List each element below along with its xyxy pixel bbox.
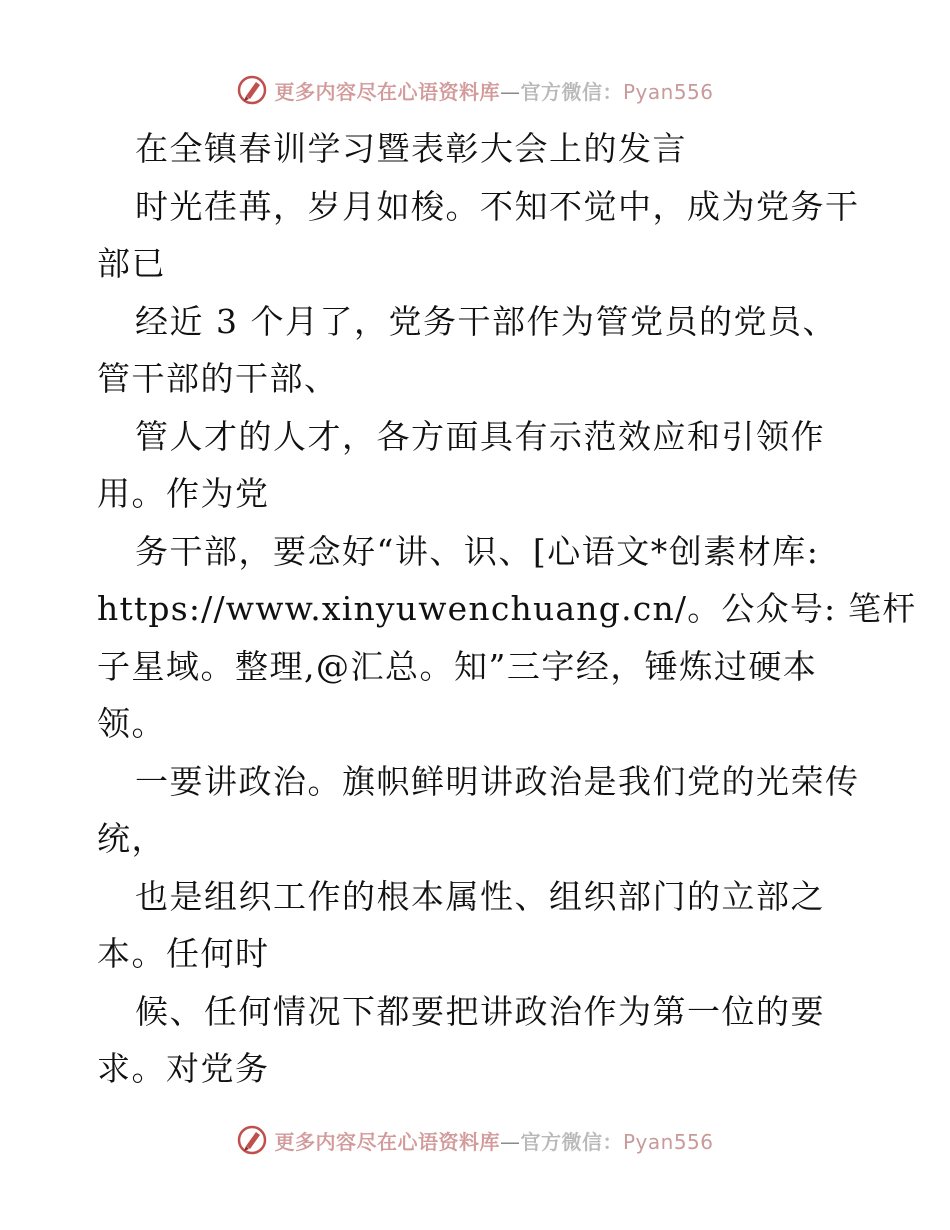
watermark-wechat-id: Pyan556 — [622, 1129, 714, 1154]
footer-watermark — [0, 1120, 950, 1160]
paragraph-line: 用。作为党 — [97, 474, 270, 513]
paragraph-line: 管干部的干部、 — [97, 359, 339, 398]
paragraph-line: 部已 — [97, 244, 166, 283]
watermark-dash: — — [499, 1129, 521, 1154]
paragraph-line: 务干部，要念好“讲、识、[心语文*创素材库: — [135, 531, 820, 571]
header-watermark — [0, 70, 950, 110]
paragraph-line: 候、任何情况下都要把讲政治作为第一位的要 — [135, 991, 825, 1031]
paragraph-line-url: https://www.xinyuwenchuang.cn/。公众号: 笔杆 — [97, 589, 917, 628]
pen-nib-logo-icon — [236, 74, 268, 106]
paragraph-line: 统， — [97, 819, 166, 858]
watermark-text — [274, 1126, 713, 1155]
document-body — [97, 120, 917, 1098]
paragraph-line: 子星域。整理,@汇总。知”三字经，锤炼过硬本 — [97, 646, 818, 686]
watermark-site-name: 更多内容尽在心语资料库 — [274, 79, 500, 104]
paragraph-line: 求。对党务 — [97, 1049, 270, 1088]
paragraph-line: 领。 — [97, 704, 166, 743]
watermark-site-name: 更多内容尽在心语资料库 — [274, 1129, 500, 1154]
document-title: 在全镇春训学习暨表彰大会上的发言 — [135, 129, 687, 168]
paragraph-line: 一要讲政治。旗帜鲜明讲政治是我们党的光荣传 — [135, 761, 860, 801]
paragraph-line: 也是组织工作的根本属性、组织部门的立部之 — [135, 876, 825, 916]
pen-nib-logo-icon — [236, 1124, 268, 1156]
watermark-dash: — — [499, 79, 521, 104]
paragraph-line: 本。任何时 — [97, 934, 270, 973]
paragraph-line: 管人才的人才，各方面具有示范效应和引领作 — [135, 416, 825, 456]
watermark-text — [274, 76, 713, 105]
paragraph-line: 时光荏苒，岁月如梭。不知不觉中，成为党务干 — [135, 186, 860, 226]
paragraph-line: 经近 3 个月了，党务干部作为管党员的党员、 — [135, 301, 837, 341]
watermark-wechat-label: 官方微信： — [520, 79, 623, 104]
watermark-wechat-label: 官方微信： — [520, 1129, 623, 1154]
watermark-wechat-id: Pyan556 — [622, 79, 714, 104]
